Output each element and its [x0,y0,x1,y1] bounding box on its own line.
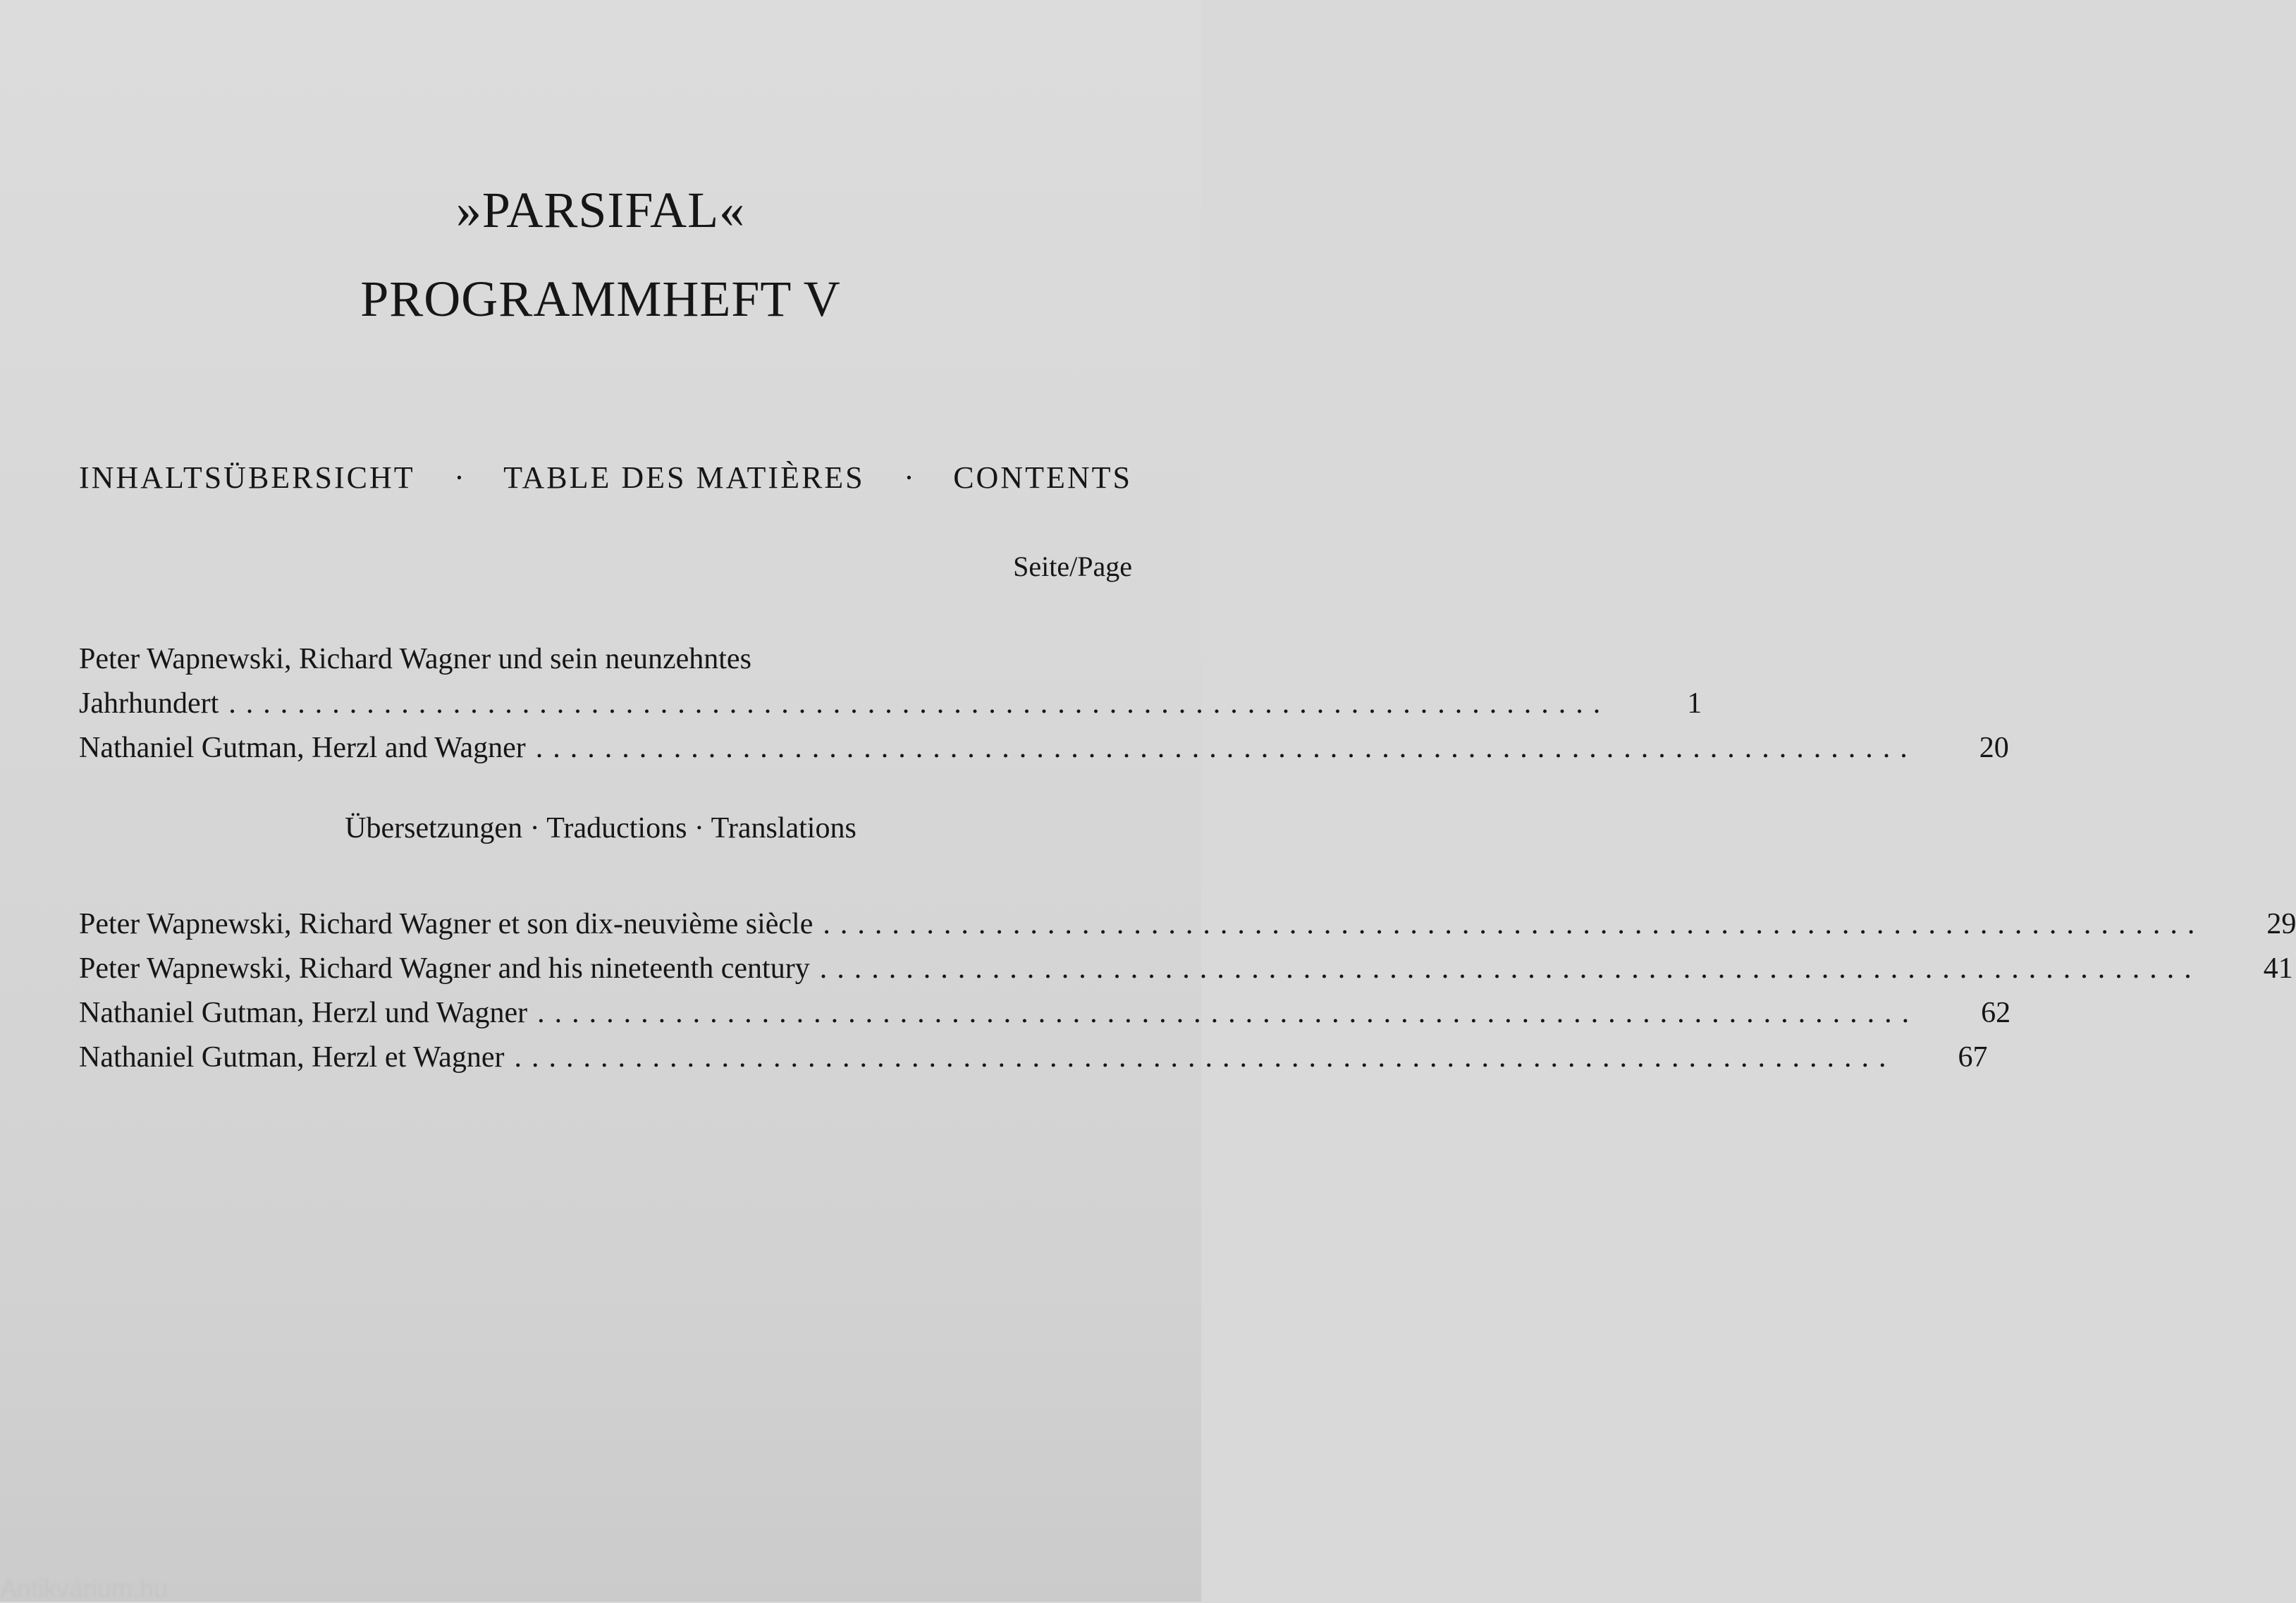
page-column-label: Seite/Page [1013,551,1132,582]
toc-heading [79,462,1132,493]
toc-heading-en: CONTENTS [953,460,1132,495]
toc-entry [79,637,1132,682]
toc-entry-title: Nathaniel Gutman, Herzl et Wagner [79,1041,505,1074]
toc-entry-page: 62 [1981,997,2011,1029]
toc-entry [79,1036,1988,1080]
translations-subheading: Übersetzungen · Traductions · Translations [345,812,857,845]
title-parsifal: »PARSIFAL« [455,182,746,238]
toc-entry [79,947,2293,991]
toc-entry-page: 29 [2266,908,2296,940]
toc-entry [79,682,1702,726]
toc-entry-title: Nathaniel Gutman, Herzl and Wagner [79,732,526,764]
dot-leader: ................................................................................ [514,1041,1896,1074]
toc-entry-title: Jahrhundert [79,687,219,720]
toc-entry-page: 20 [1979,732,2009,764]
toc-entry-title: Peter Wapnewski, Richard Wagner and his nineteenth century [79,952,810,985]
toc-entry-page: 41 [2263,952,2293,985]
watermark: Antikvárium.hu [0,1574,168,1603]
toc-heading-fr: TABLE DES MATIÈRES [503,460,865,495]
toc-entry-title: Peter Wapnewski, Richard Wagner und sein neunzehntes [79,643,751,675]
toc-entry [79,991,2011,1036]
toc-entry-title: Peter Wapnewski, Richard Wagner et son dix-neuvième siècle [79,908,814,940]
toc-heading-de: INHALTSÜBERSICHT [79,460,415,495]
toc-entry-page: 67 [1958,1041,1988,1074]
toc-entry [79,726,2009,770]
dot-leader: ................................................................................ [823,908,2205,940]
toc-entries-translations [79,902,2296,1080]
toc-entry [79,902,2296,947]
dot-leader: ................................................................................ [537,997,1920,1029]
dot-leader: ................................................................................ [819,952,2202,985]
toc-entry-title: Nathaniel Gutman, Herzl und Wagner [79,997,528,1029]
toc-entries-original [79,637,2009,770]
dot-leader: ................................................................................ [228,687,1611,720]
toc-heading-separator: · [904,460,914,495]
dot-leader: ................................................................................ [535,732,1917,764]
toc-heading-separator: · [454,460,465,495]
toc-entry-page: 1 [1687,687,1702,720]
title-programmheft: PROGRAMMHEFT V [360,271,841,327]
